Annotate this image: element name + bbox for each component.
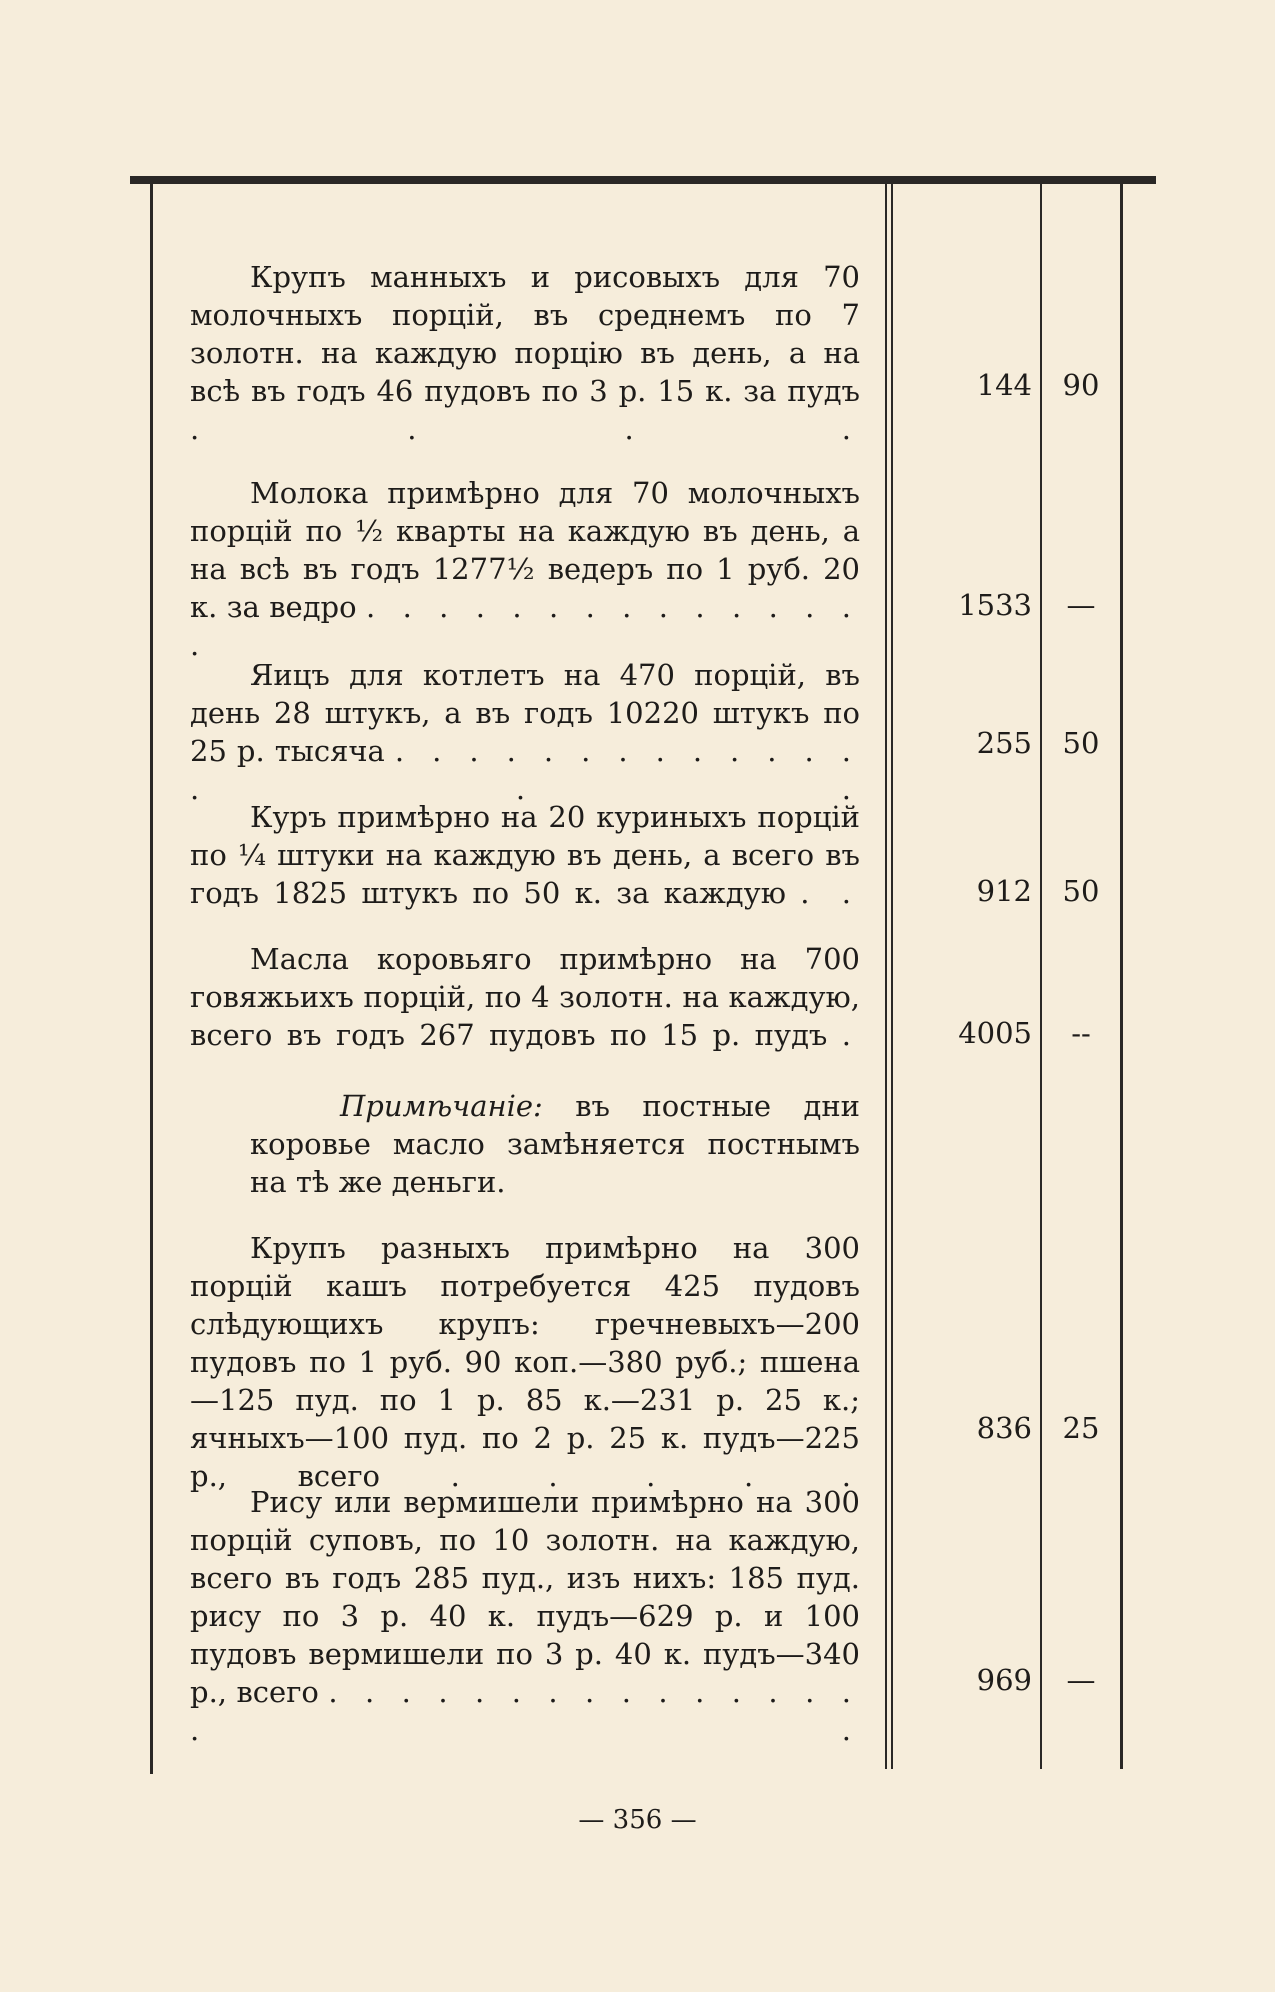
amount-rubles: 1533 — [958, 588, 1032, 622]
amount-rubles: 969 — [976, 1663, 1032, 1697]
entry-dot-leader: . . . . . . . . . . . . . . . . . — [190, 1675, 860, 1747]
entry-dot-leader: . . . . . . . . . . . . . . . — [190, 590, 860, 662]
entry-text: Молока примѣрно для 70 молочныхъ порцій по ½ кварты на каждую въ день, а на всѣ въ годъ 1277½ ведеръ по 1 руб. 20 к. за ведро — [190, 476, 860, 624]
amount-kopecks: — — [1066, 1663, 1096, 1697]
amount-rubles: 912 — [976, 874, 1032, 908]
entry-dot-leader: . . . . — [190, 412, 860, 446]
page-number: — 356 — — [578, 1805, 697, 1835]
amount-rubles: 4005 — [958, 1016, 1032, 1050]
table-top-rule — [130, 176, 1156, 184]
amount-rubles: 255 — [976, 726, 1032, 760]
amount-column-rule-double — [891, 182, 893, 1769]
expense-entry-eggs — [190, 656, 860, 808]
amount-kopecks: -- — [1071, 1016, 1091, 1050]
amount-kopecks: 90 — [1062, 368, 1100, 402]
note-text: въ постные дни коровье масло замѣняется постнымъ на тѣ же деньги. — [250, 1089, 861, 1199]
entry-text: Масла коровьяго примѣрно на 700 говяжьихъ порцій, по 4 золотн. на каждую, всего въ годъ 267 пудовъ по 15 р. пудъ — [190, 942, 860, 1052]
entry-dot-leader: . . . . . . . . . . . . . . . . — [190, 734, 860, 806]
expense-entry-rice-vermicelli — [190, 1483, 860, 1749]
entry-text: Куръ примѣрно на 20 куриныхъ порцій по ¼ штуки на каждую въ день, а всего въ годъ 1825 штукъ по 50 к. за каждую — [190, 800, 860, 910]
expense-entry-milk — [190, 474, 860, 664]
amount-kopecks: — — [1066, 588, 1096, 622]
entry-text: Яицъ для котлетъ на 470 порцій, въ день 28 штукъ, а въ годъ 10220 штукъ по 25 р. тысяча — [190, 658, 860, 768]
amount-kopecks: 50 — [1062, 726, 1100, 760]
table-right-border — [1120, 182, 1123, 1769]
entry-text: Рису или вермишели примѣрно на 300 порцій суповъ, по 10 золотн. на каждую, всего въ годъ 285 пуд., изъ нихъ: 185 пуд. рису по 3 р. 40 к. пудъ—629 р. и 100 пудовъ вермишели по 3 р. 40 к. пудъ—340 р., всего — [190, 1485, 860, 1709]
expense-entry-chickens — [190, 798, 860, 912]
amount-kopecks: 25 — [1062, 1411, 1100, 1445]
note-lead: Примѣчаніе: — [340, 1089, 543, 1123]
entry-dot-leader: . . . . . — [450, 1459, 861, 1493]
entry-text: Крупъ манныхъ и рисовыхъ для 70 молочныхъ порцій, въ среднемъ по 7 золотн. на каждую порцію въ день, а на всѣ въ годъ 46 пудовъ по 3 р. 15 к. за пудъ — [190, 260, 860, 408]
rubles-kopecks-divider — [1040, 182, 1042, 1769]
amount-rubles: 836 — [976, 1411, 1032, 1445]
entry-text: Крупъ разныхъ примѣрно на 300 порцій кашъ потребуется 425 пудовъ слѣдующихъ крупъ: гречневыхъ—200 пудовъ по 1 руб. 90 коп.—380 руб.; пшена—125 пуд. по 1 р. 85 к.—231 р. 25 к.; ячныхъ—100 пуд. по 2 р. 25 к. пудъ—225 р., всего — [190, 1231, 860, 1493]
expense-entry-semolina-rice — [190, 258, 860, 448]
table-left-border — [150, 182, 153, 1774]
amount-kopecks: 50 — [1062, 874, 1100, 908]
entry-dot-leader: . — [841, 1018, 860, 1052]
amount-rubles: 144 — [976, 368, 1032, 402]
amount-column-rule — [885, 182, 887, 1769]
expense-entry-various-groats — [190, 1229, 860, 1495]
expense-entry-butter — [190, 940, 860, 1054]
entry-dot-leader: . . — [800, 876, 861, 910]
footnote-butter-substitution — [250, 1087, 860, 1201]
